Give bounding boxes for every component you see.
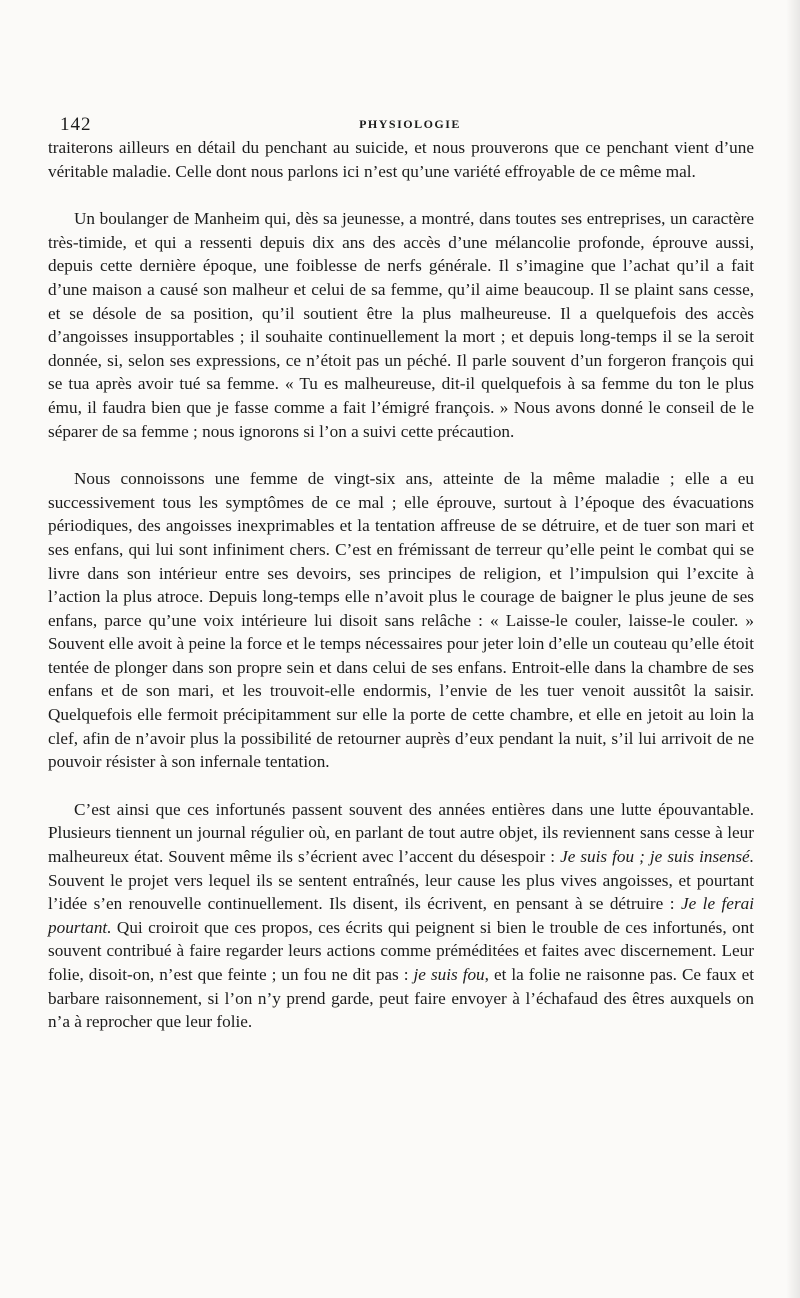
paragraph	[48, 798, 754, 1034]
text-run: C’est ainsi que ces infortunés passent souvent des années entières dans une lutte épouvantable. Plusieurs tiennent un journal régulier où, en parlant de tout autre objet, ils reviennent sans cesse à leur malheureux état. Souvent même ils s’écrient avec l’accent du désespoir :	[48, 799, 754, 867]
page-number: 142	[60, 114, 92, 135]
paragraph	[48, 136, 754, 183]
paragraph	[48, 467, 754, 774]
body-text	[48, 136, 754, 1034]
text-run: , et la folie ne raisonne pas. Ce faux et barbare raisonnement, si l’on n’y prend garde, peut faire envoyer à l’échafaud des êtres auxquels on n’a à reprocher que leur folie.	[48, 965, 754, 1032]
text-run: traiterons ailleurs en détail du penchant au suicide, et nous prouverons que ce penchant vient d’une véritable maladie. Celle dont nous parlons ici n’est qu’une variété effroyable de ce même mal.	[48, 138, 754, 181]
text-run: Souvent le projet vers lequel ils se sentent entraînés, leur cause les plus vives angoisses, et pourtant l’idée s’en renouvelle continuellement. Ils disent, ils écrivent, en pensant à se détruire :	[48, 870, 754, 914]
italic-text: Je le ferai pourtant.	[48, 894, 754, 937]
italic-text: Je suis fou ; je suis insensé.	[560, 847, 754, 867]
page-edge-shadow	[786, 0, 800, 1298]
paragraph	[48, 207, 754, 443]
text-run: Nous connoissons une femme de vingt-six ans, atteinte de la même maladie ; elle a eu successivement tous les symptômes de ce mal ; elle éprouve, surtout à l’époque des évacuations périodiques, des angoisses inexprimables et la tentation affreuse de se détruire, et de tuer son mari et ses enfans, qui lui sont infiniment chers. C’est en frémissant de terreur qu’elle peint le combat qui se livre dans son intérieur entre ses devoirs, ses principes de religion, et l’impulsion qui l’excite à l’action la plus atroce. Depuis long-temps elle n’avoit plus le courage de baigner le plus jeune de ses enfans, parce qu’une voix intérieure lui disoit sans relâche : « Laisse-le couler, laisse-le couler. » Souvent elle avoit à peine la force et le temps nécessaires pour jeter loin d’elle un couteau qu’elle étoit tentée de plonger dans son propre sein et dans celui de ses enfans. Entroit-elle dans la chambre de ses enfans et de son mari, et les trouvoit-elle endormis, l’envie de les tuer venoit aussitôt la saisir. Quelquefois elle fermoit précipitamment sur elle la porte de cette chambre, et elle en jetoit au loin la clef, afin de n’avoir plus la possibilité de retourner auprès d’eux pendant la nuit, s’il lui arrivoit de ne pouvoir résister à son infernale tentation.	[48, 469, 754, 772]
italic-text: je suis fou	[413, 965, 485, 984]
text-run: Qui croiroit que ces propos, ces écrits qui peignent si bien le trouble de ces infortunés, ont souvent contribué à faire regarder leurs actions comme préméditées et faites avec discernement. Leur folie, disoit-on, n’est que feinte ; un fou ne dit pas :	[48, 917, 754, 984]
page-header	[60, 114, 760, 138]
text-run: Un boulanger de Manheim qui, dès sa jeunesse, a montré, dans toutes ses entreprises, un caractère très-timide, et qui a ressenti depuis dix ans des accès d’une mélancolie profonde, éprouve aussi, depuis cette dernière époque, une foiblesse de nerfs générale. Il s’imagine que l’achat qu’il a fait d’une maison a causé son malheur et celui de sa femme, qu’il aime beaucoup. Il se plaint sans cesse, et se désole de sa position, qu’il soutient être la plus malheureuse. Il a quelquefois des accès d’angoisses insupportables ; il souhaite continuellement la mort ; et depuis long-temps il se la seroit donnée, si, selon ses expressions, ce n’étoit pas un péché. Il parle souvent d’un forgeron françois qui se tua après avoir tué sa femme. « Tu es malheureuse, dit-il quelquefois à sa femme du ton le plus ému, il faudra bien que je fasse comme a fait l’émigré françois. » Nous avons donné le conseil de le séparer de sa femme ; nous ignorons si l’on a suivi cette précaution.	[48, 209, 754, 441]
running-head: PHYSIOLOGIE	[359, 117, 461, 131]
